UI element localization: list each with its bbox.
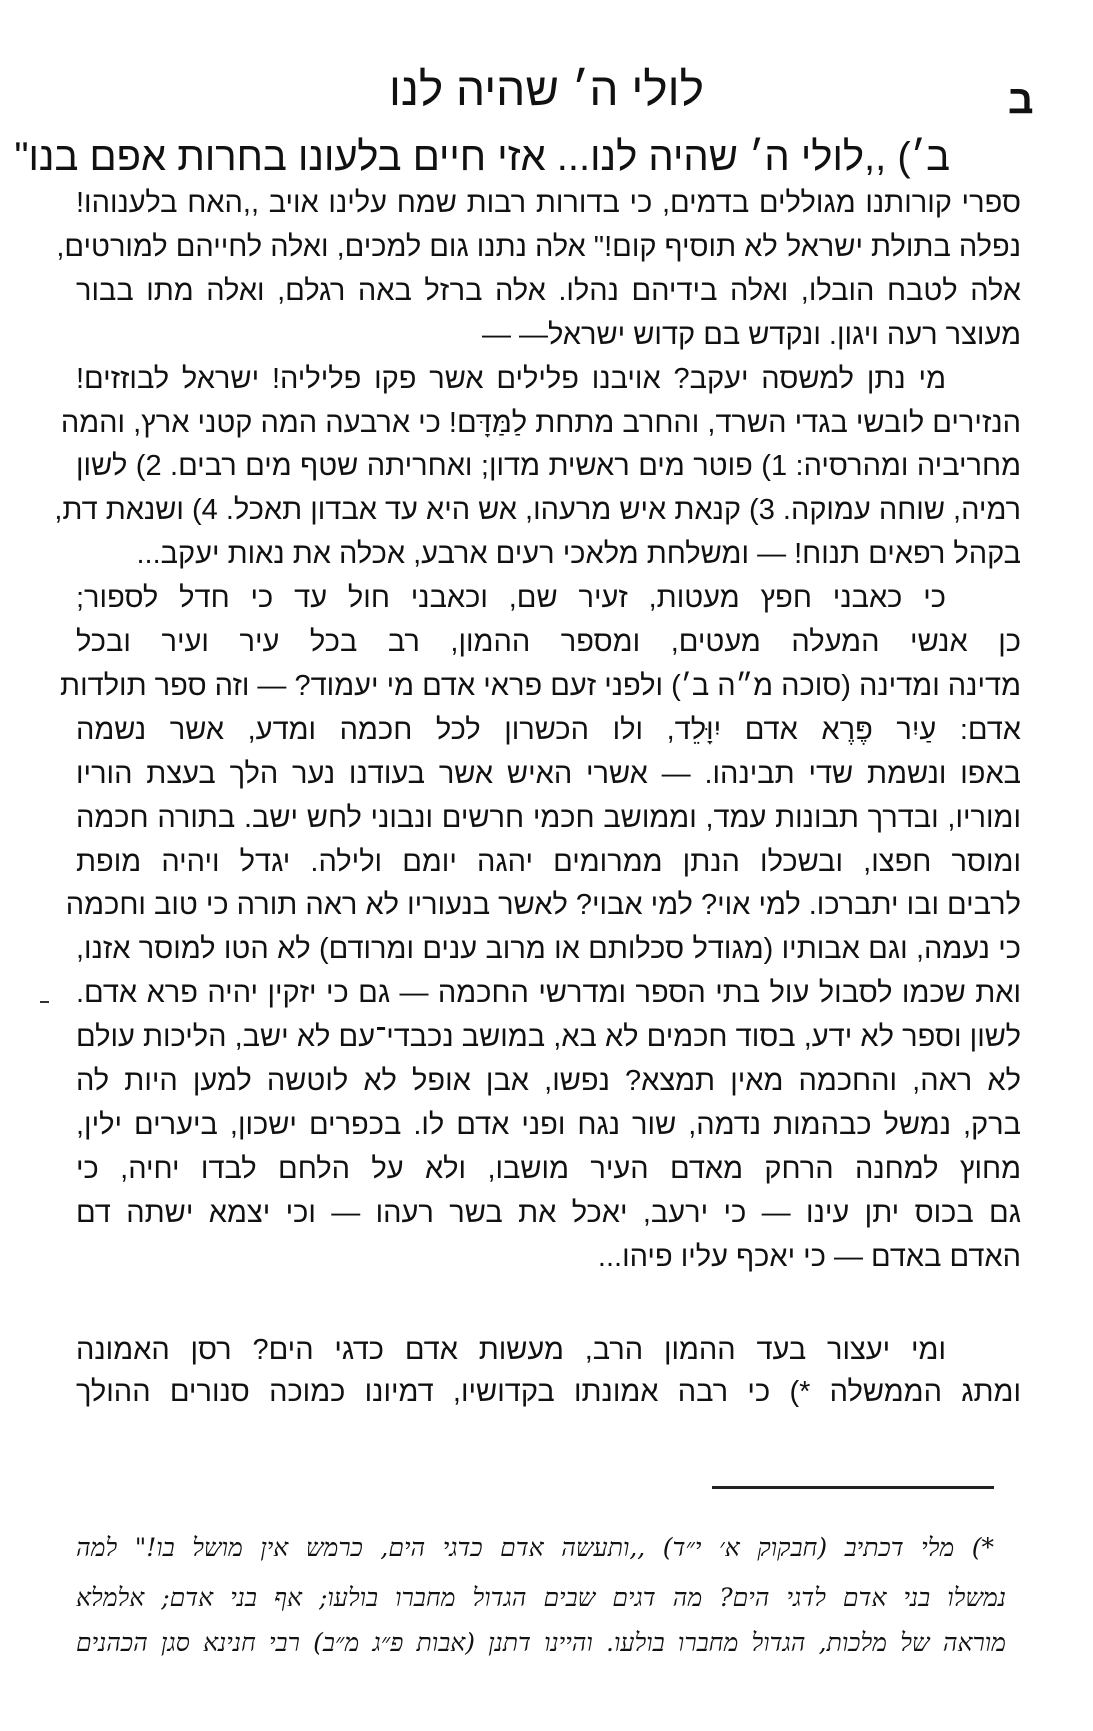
body-line: כי כאבני חפץ מעטות, זעיר שם, וכאבני חול עד כי חדל לספור; (76, 582, 946, 615)
body-line: ומוריו, ובדרך תבונות עמד, וממושב חכמי חרשים ונבוני לחש ישב. בתורה חכמה (76, 801, 1021, 834)
body-line: מדינה ומדינה (סוכה מ״ה ב׳) ולפני זעם פראי אדם מי יעמוד? — וזה ספר תולדות (60, 669, 1021, 702)
body-line: מחוץ למחנה הרחק מאדם העיר מושבו, ולא על הלחם לבדו יחיה, כי (76, 1152, 1021, 1185)
body-line: מי נתן למשסה יעקב? אויבנו פלילים אשר פקו פליליה! ישראל לבוזזים! (76, 362, 946, 395)
body-line: לרבים ובו יתברכו. למי אוי? למי אבוי? לאשר בנעוריו לא ראה תורה כי טוב וחכמה (65, 889, 1021, 922)
body-line: כן אנשי המעלה מעטים, ומספר ההמון, רב בכל עיר ועיר ובכל (76, 626, 1021, 658)
page-title: לולי ה׳ שהיה לנו (389, 63, 704, 115)
body-line: ברק, נמשל כבהמות נדמה, שור נגח ופני אדם לו. בכפרים ישכון, ביערים ילין, (76, 1108, 1021, 1141)
body-line: נפלה בתולת ישראל לא תוסיף קום!" אלה נתנו גום למכים, ואלה לחייהם למורטים, (56, 230, 1021, 263)
body-line: ספרי קורותנו מגוללים בדמים, כי בדורות רבות שמח עלינו אויב ,,האח בלענוהו! (76, 187, 1021, 219)
body-line: רמיה, שוחה עמוקה. 3) קנאת איש מרעהו, אש היא עד אבדון תאכל. 4) ושנאת דת, (54, 494, 1021, 527)
footnote-line: *) מלי דכתיב (חבקוק א׳ י״ד) ,,ותעשה אדם כדגי הים, כרמש אין מושל בו!" למה (76, 1533, 994, 1562)
body-line: גם בכוס יתן עינו — כי ירעב, יאכל את בשר רעהו — וכי יצמא ישתה דם (76, 1196, 1021, 1229)
body-line: לשון וספר לא ידע, בסוד חכמים לא בא, במושב נכבדי־עם לא ישב, הליכות עולם (76, 1021, 1021, 1054)
body-line: ומתג הממשלה *) כי רבה אמונתו בקדושיו, דמיונו כמוכה סנורים ההולך (76, 1376, 1021, 1408)
body-line: אדם: עַיִר פֶּרֶא אדם יִוָּלֵד, ולו הכשרון לכל חכמה ומדע, אשר נשמה (76, 713, 1021, 746)
body-line: מעוצר רעה ויגון. ונקדש בם קדוש ישראל— — (481, 318, 1021, 351)
body-line: הנזירים לובשי בגדי השרד, והחרב מתחת לַמַּדָּם! כי ארבעה המה קטני ארץ, והמה (60, 406, 1021, 439)
body-line: ואת שכמו לסבול עול בתי הספר ומדרשי החכמה — גם כי יזקין יהיה פרא אדם. (76, 977, 1021, 1010)
body-line: לא ראה, והחכמה מאין תמצא? נפשו, אבן אופל לא לוטשה למען היות לה (76, 1065, 1021, 1097)
body-line: בקהל רפאים תנוח! — ומשלחת מלאכי רעים ארבע, אכלה את נאות יעקב... (136, 538, 1021, 571)
body-line: באפו ונשמת שדי תבינהו. — אשרי האיש אשר בעודנו נער הלך בעצת הוריו (76, 757, 1021, 790)
footnote-rule (712, 1486, 994, 1489)
body-line: ומוסר חפצו, ובשכלו הנתן ממרומים יהגה יומם ולילה. יגדל ויהיה מופת (76, 845, 1021, 878)
page-letter: ב (1008, 78, 1034, 122)
footnote-line: נמשלו בני אדם לדגי הים? מה דגים שבים הגדול מחברו בולעו; אף בני אדם; אלמלא (76, 1583, 1006, 1612)
margin-mark (40, 1001, 49, 1003)
footnote-line: מוראה של מלכות, הגדול מחברו בולעו. והיינו דתנן (אבות פ״ג מ״ב) רבי חנינא סגן הכהנים (76, 1628, 1006, 1657)
section-heading: ב׳) ,,לולי ה׳ שהיה לנו... אזי חיים בלעונו בחרות אפם בנו" (14, 135, 950, 179)
body-line: האדם באדם — כי יאכף עליו פיהו... (597, 1240, 1021, 1273)
body-line: ומי יעצור בעד ההמון הרב, מעשות אדם כדגי הים? רסן האמונה (76, 1334, 946, 1366)
body-line: מחריביה ומהרסיה: 1) פוטר מים ראשית מדון; ואחריתה שטף מים רבים. 2) לשון (76, 450, 1022, 483)
body-line: כי נעמה, וגם אבותיו (מגודל סכלותם או מרוב ענים ומרודם) לא הטו למוסר אזנו, (76, 933, 1021, 966)
body-line: אלה לטבח הובלו, ואלה בידיהם נהלו. אלה ברזל באה רגלם, ואלה מתו בבור (76, 274, 1021, 307)
